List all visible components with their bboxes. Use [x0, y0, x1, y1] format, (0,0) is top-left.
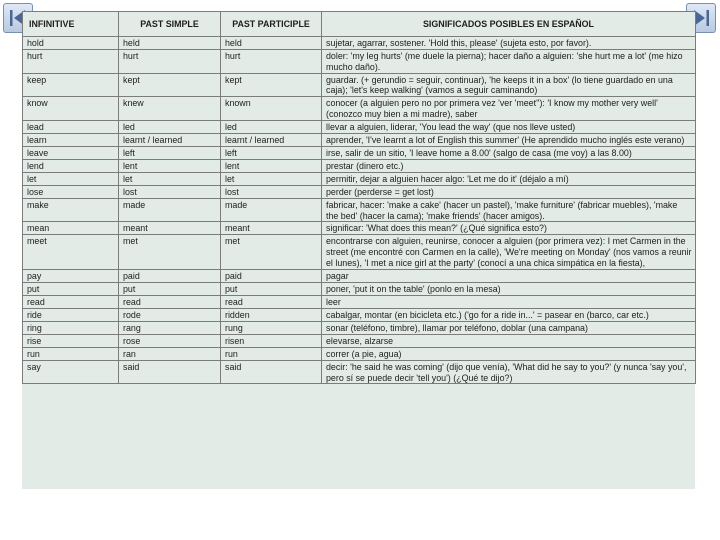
infinitive-cell: know [23, 97, 119, 121]
table-row [23, 185, 696, 198]
meaning-cell: cabalgar, montar (en bicicleta etc.) ('go for a ride in...' = pasear en (barco, car etc.) [322, 308, 696, 321]
past-simple-cell: left [119, 146, 221, 159]
past-simple-cell: met [119, 235, 221, 269]
past-participle-cell: put [221, 282, 322, 295]
verb-table-sheet [22, 11, 695, 489]
meaning-cell: aprender, 'I've learnt a lot of English this summer' (He aprendido mucho inglés este verano) [322, 133, 696, 146]
past-simple-cell: learnt / learned [119, 133, 221, 146]
past-participle-cell: said [221, 360, 322, 384]
infinitive-cell: lead [23, 120, 119, 133]
infinitive-cell: rise [23, 334, 119, 347]
infinitive-cell: run [23, 347, 119, 360]
past-simple-cell: lent [119, 159, 221, 172]
table-row [23, 97, 696, 121]
meaning-cell: poner, 'put it on the table' (ponlo en la mesa) [322, 282, 696, 295]
past-participle-cell: risen [221, 334, 322, 347]
table-row [23, 146, 696, 159]
meaning-cell: significar: 'What does this mean?' (¿Qué significa esto?) [322, 222, 696, 235]
past-simple-cell: rang [119, 321, 221, 334]
infinitive-cell: lose [23, 185, 119, 198]
table-row [23, 50, 696, 74]
meaning-cell: guardar. (+ gerundio = seguir, continuar), 'he keeps it in a box' (lo tiene guardado en una caja); 'let's keep walking' (vamos a seguir caminando) [322, 73, 696, 97]
meaning-cell: correr (a pie, agua) [322, 347, 696, 360]
table-row [23, 37, 696, 50]
past-simple-cell: put [119, 282, 221, 295]
past-participle-cell: held [221, 37, 322, 50]
past-participle-cell: run [221, 347, 322, 360]
header-meanings: SIGNIFICADOS POSIBLES EN ESPAÑOL [322, 12, 696, 37]
table-header-row [23, 12, 696, 37]
meaning-cell: leer [322, 295, 696, 308]
header-infinitive: INFINITIVE [23, 12, 119, 37]
infinitive-cell: ring [23, 321, 119, 334]
table-row [23, 321, 696, 334]
meaning-cell: irse, salir de un sitio, 'I leave home a 8.00' (salgo de casa (me voy) a las 8.00) [322, 146, 696, 159]
meaning-cell: elevarse, alzarse [322, 334, 696, 347]
infinitive-cell: let [23, 172, 119, 185]
infinitive-cell: put [23, 282, 119, 295]
table-row [23, 73, 696, 97]
table-row [23, 269, 696, 282]
past-simple-cell: rose [119, 334, 221, 347]
past-participle-cell: made [221, 198, 322, 222]
past-participle-cell: led [221, 120, 322, 133]
infinitive-cell: say [23, 360, 119, 384]
infinitive-cell: make [23, 198, 119, 222]
header-past-participle: PAST PARTICIPLE [221, 12, 322, 37]
past-participle-cell: kept [221, 73, 322, 97]
infinitive-cell: ride [23, 308, 119, 321]
table-body [23, 37, 696, 384]
past-simple-cell: led [119, 120, 221, 133]
header-past-simple: PAST SIMPLE [119, 12, 221, 37]
past-participle-cell: left [221, 146, 322, 159]
meaning-cell: encontrarse con alguien, reunirse, conocer a alguien (por primera vez): I met Carmen in the street (me encontré con Carmen en la calle), 'We're meeting on Monday' (nos vamos a reunir el lunes), 'I met a nice girl at the party' (conocí a una chica simpática en la fiesta), [322, 235, 696, 269]
table-row [23, 159, 696, 172]
infinitive-cell: pay [23, 269, 119, 282]
past-simple-cell: said [119, 360, 221, 384]
meaning-cell: prestar (dinero etc.) [322, 159, 696, 172]
past-participle-cell: rung [221, 321, 322, 334]
meaning-cell: perder (perderse = get lost) [322, 185, 696, 198]
table-row [23, 308, 696, 321]
past-simple-cell: hurt [119, 50, 221, 74]
table-row [23, 360, 696, 384]
infinitive-cell: keep [23, 73, 119, 97]
past-simple-cell: lost [119, 185, 221, 198]
infinitive-cell: mean [23, 222, 119, 235]
table-row [23, 172, 696, 185]
past-simple-cell: let [119, 172, 221, 185]
meaning-cell: llevar a alguien, liderar, 'You lead the way' (que nos lleve usted) [322, 120, 696, 133]
past-participle-cell: ridden [221, 308, 322, 321]
past-participle-cell: hurt [221, 50, 322, 74]
past-participle-cell: lost [221, 185, 322, 198]
meaning-cell: sujetar, agarrar, sostener. 'Hold this, please' (sujeta esto, por favor). [322, 37, 696, 50]
infinitive-cell: leave [23, 146, 119, 159]
past-simple-cell: knew [119, 97, 221, 121]
meaning-cell: doler: 'my leg hurts' (me duele la pierna); hacer daño a alguien: 'she hurt me a lot' (me hizo mucho daño). [322, 50, 696, 74]
irregular-verbs-table [22, 11, 696, 384]
past-simple-cell: made [119, 198, 221, 222]
past-simple-cell: ran [119, 347, 221, 360]
past-simple-cell: kept [119, 73, 221, 97]
past-participle-cell: learnt / learned [221, 133, 322, 146]
table-row [23, 295, 696, 308]
table-row [23, 120, 696, 133]
infinitive-cell: meet [23, 235, 119, 269]
past-participle-cell: let [221, 172, 322, 185]
past-simple-cell: held [119, 37, 221, 50]
past-simple-cell: paid [119, 269, 221, 282]
table-row [23, 347, 696, 360]
infinitive-cell: lend [23, 159, 119, 172]
past-participle-cell: read [221, 295, 322, 308]
infinitive-cell: hold [23, 37, 119, 50]
table-row [23, 133, 696, 146]
past-simple-cell: meant [119, 222, 221, 235]
infinitive-cell: hurt [23, 50, 119, 74]
meaning-cell: conocer (a alguien pero no por primera vez 'ver 'meet''): 'I know my mother very well' (conozco muy bien a mi madre), saber [322, 97, 696, 121]
past-participle-cell: met [221, 235, 322, 269]
table-row [23, 198, 696, 222]
table-row [23, 235, 696, 269]
past-participle-cell: meant [221, 222, 322, 235]
table-row [23, 334, 696, 347]
meaning-cell: permitir, dejar a alguien hacer algo: 'Let me do it' (déjalo a mí) [322, 172, 696, 185]
table-row [23, 282, 696, 295]
infinitive-cell: read [23, 295, 119, 308]
past-simple-cell: rode [119, 308, 221, 321]
past-simple-cell: read [119, 295, 221, 308]
meaning-cell: fabricar, hacer: 'make a cake' (hacer un pastel), 'make furniture' (fabricar muebles), 'make the bed' (hacer la cama); 'make friends' (hacer amigos). [322, 198, 696, 222]
meaning-cell: sonar (teléfono, timbre), llamar por teléfono, doblar (una campana) [322, 321, 696, 334]
infinitive-cell: learn [23, 133, 119, 146]
past-participle-cell: known [221, 97, 322, 121]
table-row [23, 222, 696, 235]
past-participle-cell: paid [221, 269, 322, 282]
meaning-cell: pagar [322, 269, 696, 282]
past-participle-cell: lent [221, 159, 322, 172]
meaning-cell: decir: 'he said he was coming' (dijo que venía), 'What did he say to you?' (y nunca 'say you', pero sí se puede decir 'tell you') (¿Qué te dijo?) [322, 360, 696, 384]
